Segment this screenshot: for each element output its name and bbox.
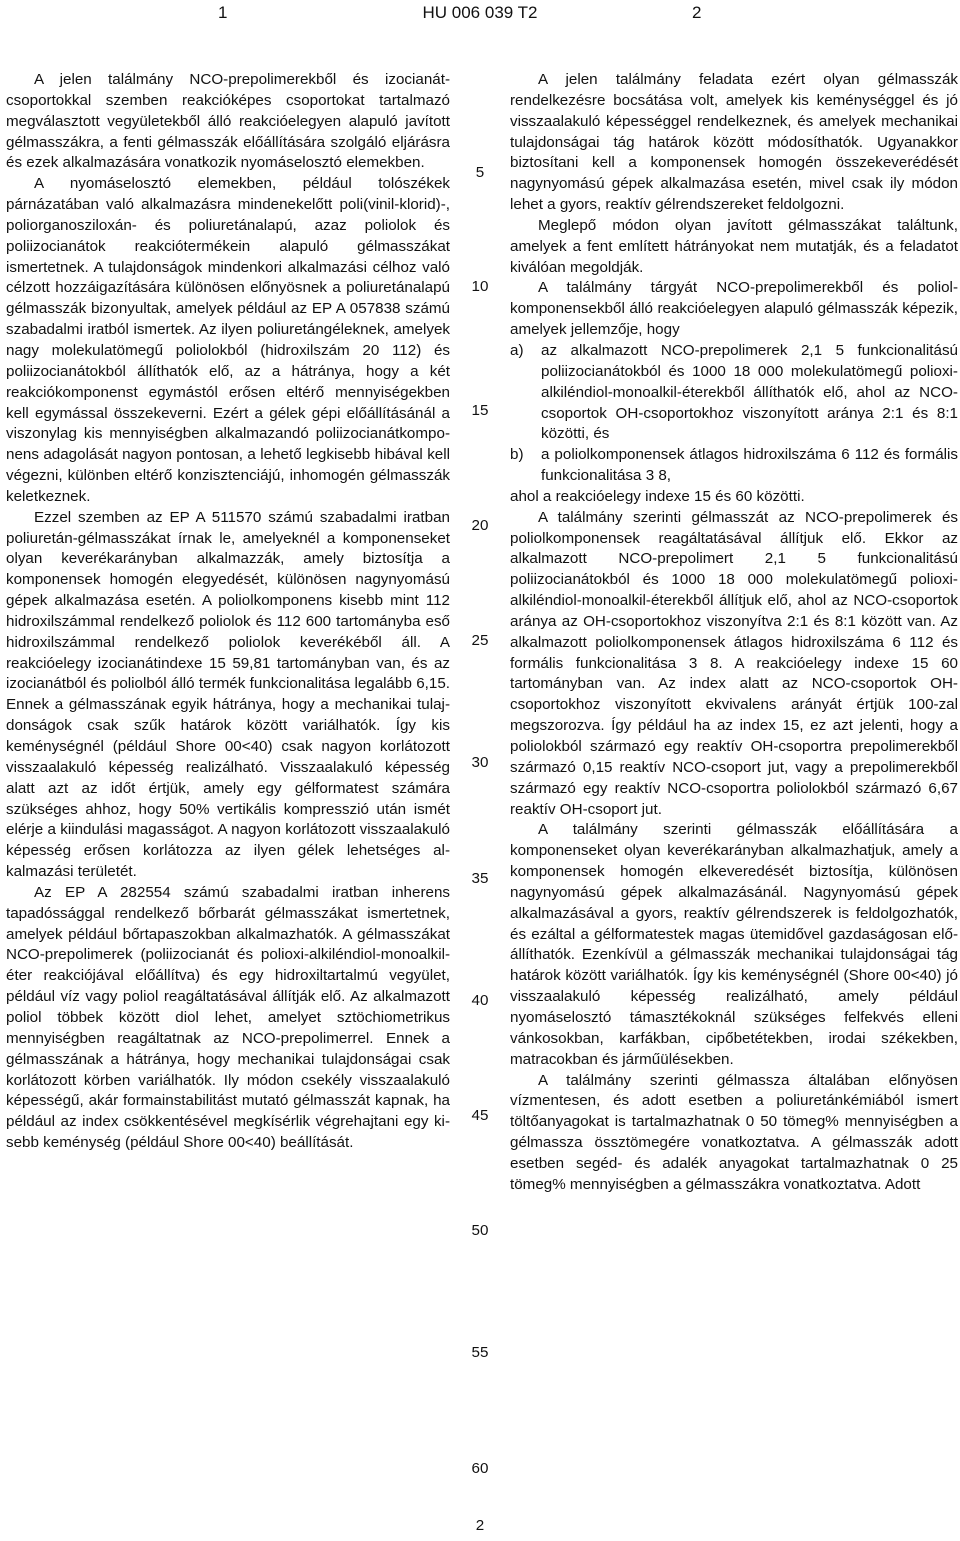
paragraph: Meglepő módon olyan javított gélmasszákat találtunk, amelyek a fent említett hátrányokat nem mutatják, és a feladatot kiválóan megoldják.	[510, 216, 958, 276]
list-item-label: b)	[510, 446, 524, 464]
line-number: 15	[471, 402, 489, 419]
list-item-text: a poliolkomponensek átlagos hidroxilszáma 6 112 és formális funkcionalitása 3 8,	[541, 446, 958, 485]
paragraph: ahol a reakcióelegy indexe 15 és 60 közötti.	[510, 487, 805, 505]
header-document-id: HU 006 039 T2	[422, 3, 538, 22]
list-item-text: az alkalmazott NCO-prepolimerek 2,1 5 funkcionalitású poliizocianátokból és 1000 18 000 molekulatömegű polioxi-alkiléndiol-monoalkil-éterekből állíthatók elő, ahol az NCO-csoportok OH-csoportokhoz viszonyított aránya 2:1 és 8:1 közötti, és	[541, 341, 958, 443]
line-number: 30	[471, 754, 489, 771]
line-number: 50	[471, 1222, 489, 1239]
paragraph: A jelen találmány NCO-prepolimerekből és izocianátcsoportokkal szemben reakcióképes csoportokat tartalmazó megválasztott vegyületekből álló reakcióelegyen alapuló javított gélmasszákra, a fenti gélmasszák előállítására szolgáló eljárásra és ezek alkalmazására vonatkozik nyomáselosztó elemekben.	[6, 71, 450, 172]
paragraph: Az EP A 282554 számú szabadalmi iratban inherens tapadóssággal rendelkező bőrbarát gélmasszákat ismertetnek, amelyek például bőrtapaszokban alkalmazhatók. A gélmasszákat NCO-prepolimerek (poliizocianát és polioxi-alkiléndiol-monoalkil-éter reakciójával előállítva) és egy hidroxiltartalmú vegyület, például víz vagy poliol reagáltatásával állítják elő. Az alkalmazott poliol többek között diol lehet, amelyet sztöchiometrikus mennyiségben reagáltatnak az NCO-prepolimerrel. Ennek a gélmasszának a hátránya, hogy mechanikai tulajdonságai csak korlátozott körben variálhatók. Ily módon csekély visszaalakuló képességű, akár formainstabilitást mutató gélmasszát kapnak, ha például az index csökkentésével megkísérlik végrehajtani egy kisebb keménység (például Shore 00<40) beállítását.	[6, 883, 450, 1152]
line-number: 10	[471, 278, 489, 295]
left-text-column	[6, 70, 450, 1154]
paragraph: A találmány tárgyát NCO-prepolimerekből és poliolkomponensekből álló reakcióelegyen alapuló gélmasszák képezik, amelyek jellemzője, hogy	[510, 279, 958, 339]
line-number: 55	[471, 1344, 489, 1361]
list-item-b	[510, 445, 958, 487]
line-number: 35	[471, 870, 489, 887]
header-page-number-left: 1	[218, 3, 228, 22]
paragraph: A találmány szerinti gélmasszát az NCO-prepolimerek és poliolkomponensek reagáltatásával állítjuk elő. Ekkor az alkalmazott NCO-prepolimert 2,1 5 funkcionalitású poliizocianátokból és 1000 18 000 molekulatömegű polioxi-alkiléndiol-monoalkil-éterekből állítjuk elő, ahol az NCO-csoportok aránya az OH-csoportokhoz viszonyítva 2:1 és 8:1 között van. Az alkalmazott poliolkomponensek átlagos hidroxilszáma 6 112 és formális funkcionalitása 3 8. A reakcióelegy indexe 15 60 tartományban van. Az index alatt az NCO-csoportok OH-csoportokhoz viszonyított ekvivalens arányát értjük 100-zal megszorozva. Így például ha az index 15, ez azt jelenti, hogy a poliolokból származó egy reaktív OH-csoportra prepolimerekből származó 0,15 reaktív NCO-csoport jut, vagy a prepolimerekből származó egy reaktív NCO-csoportra poliolokból származó 6,67 reaktív OH-csoport jut.	[510, 508, 958, 818]
line-number: 5	[475, 164, 485, 181]
line-number: 60	[471, 1460, 489, 1477]
line-number: 45	[471, 1107, 489, 1124]
line-number: 25	[471, 632, 489, 649]
line-number: 40	[471, 992, 489, 1009]
footer-page-number: 2	[475, 1517, 485, 1534]
right-text-column	[510, 70, 958, 1196]
line-number: 20	[471, 517, 489, 534]
paragraph: A nyomáselosztó elemekben, például tolószékek párnázatában való alkalmazásra mindenekelőtt poli(vinil-klorid)-, poliorganosziloxán- és poliuretánalapú, azaz poliolok és poliizocianátok reakciótermékein alapuló gélmasszákat ismertetnek. A tulajdonságok mindenkori alkalmazási célhoz való célzott hozzáigazítására különösen előnyösnek a poliuretánalapú gélmasszák bizonyultak, amelyek például az EP A 057838 számú szabadalmi iratból ismertek. Az ilyen poliuretángéleknek, amelyek nagy molekulatömegű poliolokból (hidroxilszám 20 112) és poliizocianátokból állíthatók elő, az a hátránya, hogy a két reakciókomponenst egymástól erősen eltérő mennyiségekben kell egymással összekeverni. Ezért a gélek gépi előállításánál a viszonylag kis mennyiségben alkalmazandó poliizocianátkomponens adagolását nagyon pontosan, a lehető legkisebb hibával kell végezni, különben eltérő konzisztenciájú, inhomogén gélmasszák keletkeznek.	[6, 175, 450, 505]
list-item-a	[510, 341, 958, 445]
paragraph: Ezzel szemben az EP A 511570 számú szabadalmi iratban poliuretán-gélmasszákat írnak le, amelyeknél a komponenseket olyan keverékarányban alkalmazzák, amely biztosítja a komponensek homogén elegyedését, különösen nagynyomású gépek alkalmazása esetén. A poliolkomponens kisebb mint 112 hidroxilszámmal rendelkező poliolok és 112 600 tartományba eső hidroxilszámmal rendelkező poliolok keverékéből áll. A reakcióelegy izocianátindexe 15 59,81 tartományban van, és az izocianátból és poliolból álló termék funkcionalitása legalább 6,15. Ennek a gélmasszának egyik hátránya, hogy a mechanikai tulajdonságok csak szűk határok között variálhatók. Így kis keménységnél (például Shore 00<40) csak nagyon korlátozott visszaalakuló képesség realizálható. Visszaalakuló képesség alatt azt az időt értjük, amely egy gélformatest számára szükséges ahhoz, hogy 50% vertikális kompresszió után ismét elérje a kiindulási magasságot. A nagyon korlátozott visszaalakuló képesség erősen korlátozza az ilyen gélek lehetséges alkalmazási területét.	[6, 508, 450, 881]
header-page-number-right: 2	[692, 3, 702, 22]
paragraph: A jelen találmány feladata ezért olyan gélmasszák rendelkezésre bocsátása volt, amelyek kis keménységgel és jó visszaalakuló képességgel rendelkeznek, és amelyek mechanikai tulajdonságai tág határok között módosíthatók. Ugyanakkor biztosítani kell a komponensek homogén összekeverédését nagynyomású gépek alkalmazása esetén, mivel csak ily módon lehet a gyors, reaktív gélrendszereket feldolgozni.	[510, 71, 958, 214]
paragraph: A találmány szerinti gélmasszák előállítására a komponenseket olyan keverékarányban alkalmazhatjuk, amely a komponensek homogén elkeveredését biztosítja, különösen nagynyomású gépek alkalmazásánál. Nagynyomású gépek alkalmazásával a gyors, reaktív gélrendszerek is feldolgozhatók, és ezáltal a gélformatestek magas ütemidővel gazdaságosan előállíthatók. Ezenkívül a gélmasszák mechanikai tulajdonságai tág határok között variálhatók. Így kis keménységnél (Shore 00<40) jó visszaalakuló képesség realizálható, amely például nyomáselosztó támasztékoknál szükséges felfekvés elleni vánkosokban, karfákban, cipőbetétekben, irodai székekben, matracokban és járműülésekben.	[510, 821, 958, 1068]
list-item-label: a)	[510, 341, 524, 359]
paragraph: A találmány szerinti gélmassza általában előnyösen vízmentesen, és adott esetben a poliuretánkémiából ismert töltőanyagokat is tartalmazhatnak 0 50 tömeg% mennyiségben a gélmassza össztömegére vonatkoztatva. A gélmasszák adott esetben segéd- és adalék anyagokat tartalmazhatnak 0 25 tömeg% mennyiségben a gélmasszákra vonatkoztatva. Adott	[510, 1071, 958, 1193]
